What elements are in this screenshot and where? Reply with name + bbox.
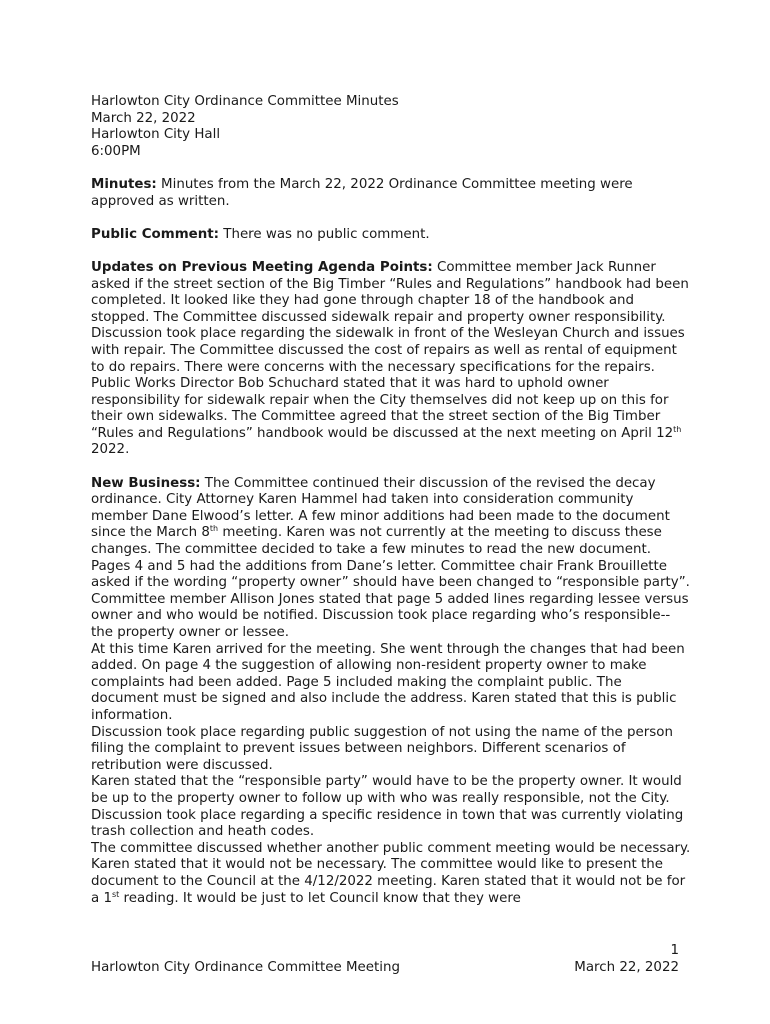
new-business-superscript-1: th	[209, 524, 219, 534]
meeting-time: 6:00PM	[91, 143, 141, 159]
updates-text: Committee member Jack Runner asked if the street section of the Big Timber “Rules and Regulations” handbook had been completed. It looked like they had gone through chapter 18 of the handbook and stopped. The Committee discussed sidewalk repair and property owner responsibility. Discussion took place regarding the sidewalk in front of the Wesleyan Church and issues with repair. The Committee discussed the cost of repairs as well as rental of equipment to do repairs. There were concerns with the necessary specifications for the repairs. Public Works Director Bob Schuchard stated that it was hard to uphold owner responsibility for sidewalk repair when the City themselves did not keep up on this for their own sidewalks. The Committee agreed that the street section of the Big Timber “Rules and Regulations” handbook would be discussed at the next meeting on April 12	[91, 259, 689, 441]
meeting-date: March 22, 2022	[91, 110, 196, 126]
new-business-label: New Business:	[91, 475, 201, 491]
new-business-section	[91, 476, 691, 642]
footer-date: March 22, 2022	[574, 960, 679, 975]
new-business-paragraph-2: At this time Karen arrived for the meeting. She went through the changes that had been added. On page 4 the suggestion of allowing non-resident property owner to make complaints had been added. Page 5 included making the complaint public. The document must be signed and also include the address. Karen stated that this is public information.	[91, 641, 685, 723]
page-number: 1	[670, 943, 679, 958]
new-business-paragraph-5: Discussion took place regarding a specific residence in town that was currently violating trash collection and heath codes.	[91, 807, 684, 840]
meeting-location: Harlowton City Hall	[91, 127, 221, 143]
document-title: Harlowton City Ordinance Committee Minutes	[91, 94, 399, 109]
new-business-paragraph-4: Karen stated that the “responsible party” would have to be the property owner. It would be up to the property owner to follow up with who was really responsible, not the City.	[91, 774, 682, 806]
new-business-superscript-6: st	[111, 889, 120, 899]
document-body	[91, 94, 691, 907]
new-business-paragraph-1-end: meeting. Karen was not currently at the meeting to discuss these changes. The committee decided to take a few minutes to read the new document. Pages 4 and 5 had the additions from Dane’s letter. Committee chair Frank Brouillette asked if the wording “property owner” should have been changed to “responsible party”. Committee member Allison Jones stated that page 5 added lines regarding lessee versus owner and who would be notified. Discussion took place regarding who’s responsible-- the property owner or lessee.	[91, 525, 690, 640]
new-business-paragraph-1: The Committee continued their discussion of the revised the decay ordinance. City Attorney Karen Hammel had taken into consideration community member Dane Elwood’s letter. A few minor additions had been made to the document since the March 8	[91, 475, 670, 541]
public-comment-text: There was no public comment.	[219, 226, 430, 242]
updates-section	[91, 260, 691, 459]
public-comment-section	[91, 227, 691, 244]
minutes-section	[91, 177, 691, 210]
updates-label: Updates on Previous Meeting Agenda Points:	[91, 259, 433, 275]
public-comment-label: Public Comment:	[91, 226, 220, 242]
footer-title: Harlowton City Ordinance Committee Meeting	[91, 960, 400, 975]
updates-superscript: th	[673, 424, 682, 434]
updates-text-end: 2022.	[91, 442, 130, 458]
new-business-paragraph-3: Discussion took place regarding public suggestion of not using the name of the person filing the complaint to prevent issues between neighbors. Different scenarios of retribution were discussed.	[91, 724, 673, 773]
minutes-label: Minutes:	[91, 176, 157, 192]
minutes-text: Minutes from the March 22, 2022 Ordinance Committee meeting were approved as written.	[91, 176, 633, 209]
new-business-paragraph-6-end: reading. It would be just to let Council know that they were	[119, 890, 521, 906]
new-business-paragraph-6-text: The committee discussed whether another public comment meeting would be necessary. Karen stated that it would not be necessary. The committee would like to present the document to the Council at the 4/12/2022 meeting. Karen stated that it would not be for a 1	[91, 840, 691, 906]
new-business-paragraph-6	[91, 841, 691, 907]
